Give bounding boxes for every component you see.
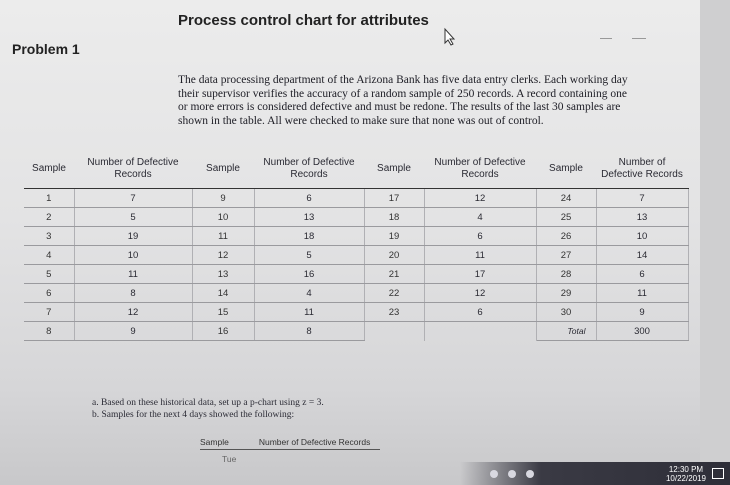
table-cell: 18 [254, 227, 364, 246]
table-cell: 10 [192, 208, 254, 227]
table-cell: 20 [364, 246, 424, 265]
table-cell: 10 [74, 246, 192, 265]
table-cell: 4 [254, 284, 364, 303]
table-cell: 8 [24, 322, 74, 341]
table-cell: 25 [536, 208, 596, 227]
question-b: b. Samples for the next 4 days showed the following: [92, 410, 295, 420]
table-cell: 6 [24, 284, 74, 303]
table-cell: 12 [424, 189, 536, 208]
table-cell: 6 [596, 265, 688, 284]
taskbar [460, 462, 730, 485]
table-cell: 27 [536, 246, 596, 265]
table-cell: 8 [254, 322, 364, 341]
table-cell: 4 [424, 208, 536, 227]
mouse-cursor-icon [443, 28, 457, 46]
table-row [24, 265, 688, 284]
column-header: Sample [24, 150, 74, 189]
followup-table [200, 437, 380, 464]
table-cell: 19 [364, 227, 424, 246]
table-cell: 16 [192, 322, 254, 341]
column-header: Number of Defective Records [596, 150, 688, 189]
table-row [24, 189, 688, 208]
column-header: Number of Defective Records [74, 150, 192, 189]
table-header-row [24, 150, 688, 189]
table-cell: 11 [596, 284, 688, 303]
table-cell: 12 [74, 303, 192, 322]
column-header: Number of Defective Records [424, 150, 536, 189]
statement-line: The data processing department of the Arizona Bank has five data entry clerks. Each working day [178, 74, 628, 86]
table-cell: 4 [24, 246, 74, 265]
table-cell: 1 [24, 189, 74, 208]
table-cell: 10 [596, 227, 688, 246]
table-cell: 6 [254, 189, 364, 208]
table-cell: 7 [74, 189, 192, 208]
divider [600, 38, 612, 39]
question-a: a. Based on these historical data, set up a p-chart using z = 3. [92, 398, 324, 408]
defects-table [24, 150, 689, 341]
table-cell [424, 322, 536, 341]
table-cell: 11 [74, 265, 192, 284]
table-cell: 11 [254, 303, 364, 322]
statement-line: or more errors is considered defective and must be redone. The results of the last 30 samples are [178, 101, 621, 113]
divider [632, 38, 646, 39]
statement-line: shown in the table. All were checked to make sure that none was out of control. [178, 114, 544, 127]
taskbar-clock[interactable] [666, 465, 706, 483]
table-cell: 19 [74, 227, 192, 246]
followup-row: Tue [222, 454, 237, 464]
table-cell: 23 [364, 303, 424, 322]
table-cell: 5 [24, 265, 74, 284]
table-cell: 3 [24, 227, 74, 246]
table-cell: 11 [192, 227, 254, 246]
problem-label: Problem 1 [12, 41, 80, 57]
table-row [24, 284, 688, 303]
page-title: Process control chart for attributes [178, 12, 429, 29]
followup-col-sample: Sample [200, 437, 229, 447]
table-cell: 18 [364, 208, 424, 227]
table-cell [364, 322, 424, 341]
table-row [24, 227, 688, 246]
table-cell: 8 [74, 284, 192, 303]
table-cell: 9 [74, 322, 192, 341]
table-cell: 9 [596, 303, 688, 322]
table-row [24, 246, 688, 265]
total-value: 300 [596, 322, 688, 341]
column-header: Number of Defective Records [254, 150, 364, 189]
table-cell: 6 [424, 303, 536, 322]
notification-icon[interactable] [712, 468, 724, 479]
table-cell: 24 [536, 189, 596, 208]
table-cell: 13 [192, 265, 254, 284]
table-cell: 30 [536, 303, 596, 322]
tray-icon[interactable] [526, 470, 534, 478]
column-header: Sample [192, 150, 254, 189]
table-cell: 12 [424, 284, 536, 303]
tray-icon[interactable] [490, 470, 498, 478]
table-cell: 17 [424, 265, 536, 284]
statement-line: their supervisor verifies the accuracy of a random sample of 250 records. A record containing one [178, 87, 627, 100]
followup-col-defects: Number of Defective Records [258, 437, 371, 447]
table-cell: 15 [192, 303, 254, 322]
clock-time: 12:30 PM [668, 464, 704, 474]
table-cell: 11 [424, 246, 536, 265]
table-cell: 16 [254, 265, 364, 284]
table-cell: 29 [536, 284, 596, 303]
table-cell: 6 [424, 227, 536, 246]
table-cell: 5 [254, 246, 364, 265]
table-cell: 5 [74, 208, 192, 227]
clock-date: 10/22/2019 [665, 473, 706, 483]
table-row [24, 322, 688, 341]
table-cell: 2 [24, 208, 74, 227]
followup-header [200, 437, 380, 450]
table-cell: 7 [24, 303, 74, 322]
total-label: Total [536, 322, 596, 341]
column-header: Sample [364, 150, 424, 189]
table-cell: 14 [596, 246, 688, 265]
table-cell: 26 [536, 227, 596, 246]
table-cell: 13 [254, 208, 364, 227]
problem-statement [178, 74, 686, 128]
table-row [24, 208, 688, 227]
table-cell: 28 [536, 265, 596, 284]
table-cell: 13 [596, 208, 688, 227]
table-cell: 12 [192, 246, 254, 265]
table-row [24, 303, 688, 322]
table-cell: 7 [596, 189, 688, 208]
table-cell: 14 [192, 284, 254, 303]
tray-icon[interactable] [508, 470, 516, 478]
questions [92, 397, 324, 421]
column-header: Sample [536, 150, 596, 189]
table-cell: 22 [364, 284, 424, 303]
table-cell: 17 [364, 189, 424, 208]
table-cell: 21 [364, 265, 424, 284]
table-cell: 9 [192, 189, 254, 208]
